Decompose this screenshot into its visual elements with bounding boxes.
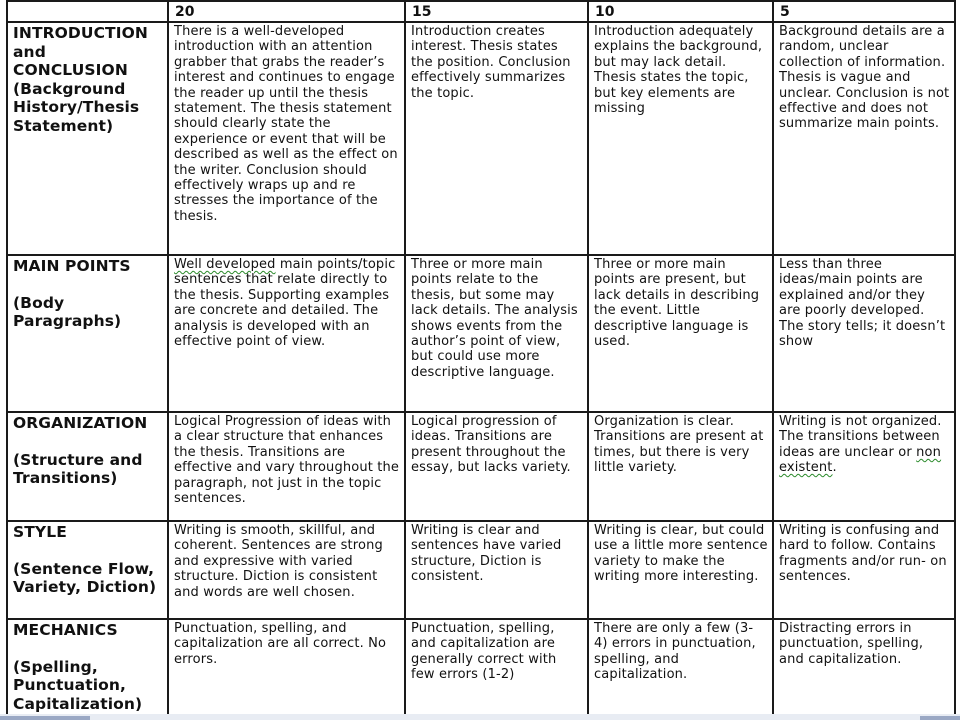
score-20-cell <box>168 255 405 412</box>
criterion-label: MAIN POINTS <box>13 257 131 275</box>
score-15-cell: Punctuation, spelling, and capitalization are generally correct with few errors (1-2) <box>405 619 588 715</box>
rubric-row-mechanics <box>7 619 955 715</box>
header-score-20: 20 <box>168 1 405 22</box>
criterion-label: ORGANIZATION <box>13 414 148 432</box>
score-10-cell: Three or more main points are present, but lack details in describing the event. Little descriptive language is used. <box>588 255 773 412</box>
score-5-cell: Less than three ideas/main points are explained and/or they are poorly developed. The story tells; it doesn’t show <box>773 255 955 412</box>
score-20-cell: Writing is smooth, skillful, and coherent. Sentences are strong and expressive with varied structure. Diction is consistent and words are well chosen. <box>168 521 405 619</box>
criterion-cell <box>7 255 168 412</box>
score-15-cell: Logical progression of ideas. Transitions are present throughout the essay, but lacks variety. <box>405 412 588 521</box>
score-10-cell: Writing is clear, but could use a little more sentence variety to make the writing more interesting. <box>588 521 773 619</box>
score-15-cell: Introduction creates interest. Thesis states the position. Conclusion effectively summarizes the topic. <box>405 22 588 255</box>
score-5-cell: Distracting errors in punctuation, spelling, and capitalization. <box>773 619 955 715</box>
criterion-cell <box>7 521 168 619</box>
header-row <box>7 1 955 22</box>
criterion-label: STYLE <box>13 523 67 541</box>
bottom-strip-left-mark <box>0 716 90 720</box>
header-score-5: 5 <box>773 1 955 22</box>
rubric-table <box>6 0 956 716</box>
bottom-strip-right-mark <box>920 716 960 720</box>
criterion-subtitle: (Body Paragraphs) <box>13 293 122 330</box>
criterion-cell <box>7 412 168 521</box>
rubric-row-organization <box>7 412 955 521</box>
score-20-cell: Logical Progression of ideas with a clear structure that enhances the thesis. Transitions are effective and vary throughout the paragraph, not just in the topic sentences. <box>168 412 405 521</box>
score-15-cell: Three or more main points relate to the thesis, but some may lack details. The analysis shows events from the author’s point of view, but could use more descriptive language. <box>405 255 588 412</box>
rubric-row-introduction <box>7 22 955 255</box>
score-15-cell: Writing is clear and sentences have varied structure, Diction is consistent. <box>405 521 588 619</box>
criterion-label: INTRODUCTION and CONCLUSION (Background History/Thesis Statement) <box>13 24 148 135</box>
header-score-15: 15 <box>405 1 588 22</box>
criterion-subtitle: (Spelling, Punctuation, Capitalization) <box>13 657 143 713</box>
score-20-cell: Punctuation, spelling, and capitalization are all correct. No errors. <box>168 619 405 715</box>
rubric-row-style <box>7 521 955 619</box>
score-5-cell: Background details are a random, unclear collection of information. Thesis is vague and unclear. Conclusion is not effective and does not summarize main points. <box>773 22 955 255</box>
criterion-label: MECHANICS <box>13 621 118 639</box>
score-10-cell: There are only a few (3- 4) errors in punctuation, spelling, and capitalization. <box>588 619 773 715</box>
score-5-cell <box>773 412 955 521</box>
score-10-cell: Organization is clear. Transitions are present at times, but there is very little variety. <box>588 412 773 521</box>
criterion-subtitle: (Structure and Transitions) <box>13 450 143 487</box>
cell-text: main points/topic sentences that relate directly to the thesis. Supporting examples are concrete and detailed. The analysis is developed with an effective point of view. <box>174 257 396 350</box>
criterion-subtitle: (Sentence Flow, Variety, Diction) <box>13 559 157 596</box>
header-blank-cell <box>7 1 168 22</box>
score-10-cell: Introduction adequately explains the background, but may lack detail. Thesis states the topic, but key elements are missing <box>588 22 773 255</box>
criterion-cell <box>7 22 168 255</box>
cell-text-end: . <box>832 460 837 476</box>
spellcheck-flagged-text: non existent <box>779 444 942 476</box>
cell-text: Writing is not organized. The transitions between ideas are unclear or <box>779 414 942 460</box>
criterion-cell <box>7 619 168 715</box>
spellcheck-flagged-text: Well developed <box>174 257 276 272</box>
bottom-strip <box>0 714 960 720</box>
score-5-cell: Writing is confusing and hard to follow. Contains fragments and/or run- on sentences. <box>773 521 955 619</box>
header-score-10: 10 <box>588 1 773 22</box>
score-20-cell: There is a well-developed introduction with an attention grabber that grabs the reader’s interest and continues to engage the reader up until the thesis statement. The thesis statement should clearly state the experience or event that will be described as well as the effect on the writer. Conclusion should effectively wraps up and re stresses the importance of the thesis. <box>168 22 405 255</box>
rubric-row-main-points <box>7 255 955 412</box>
